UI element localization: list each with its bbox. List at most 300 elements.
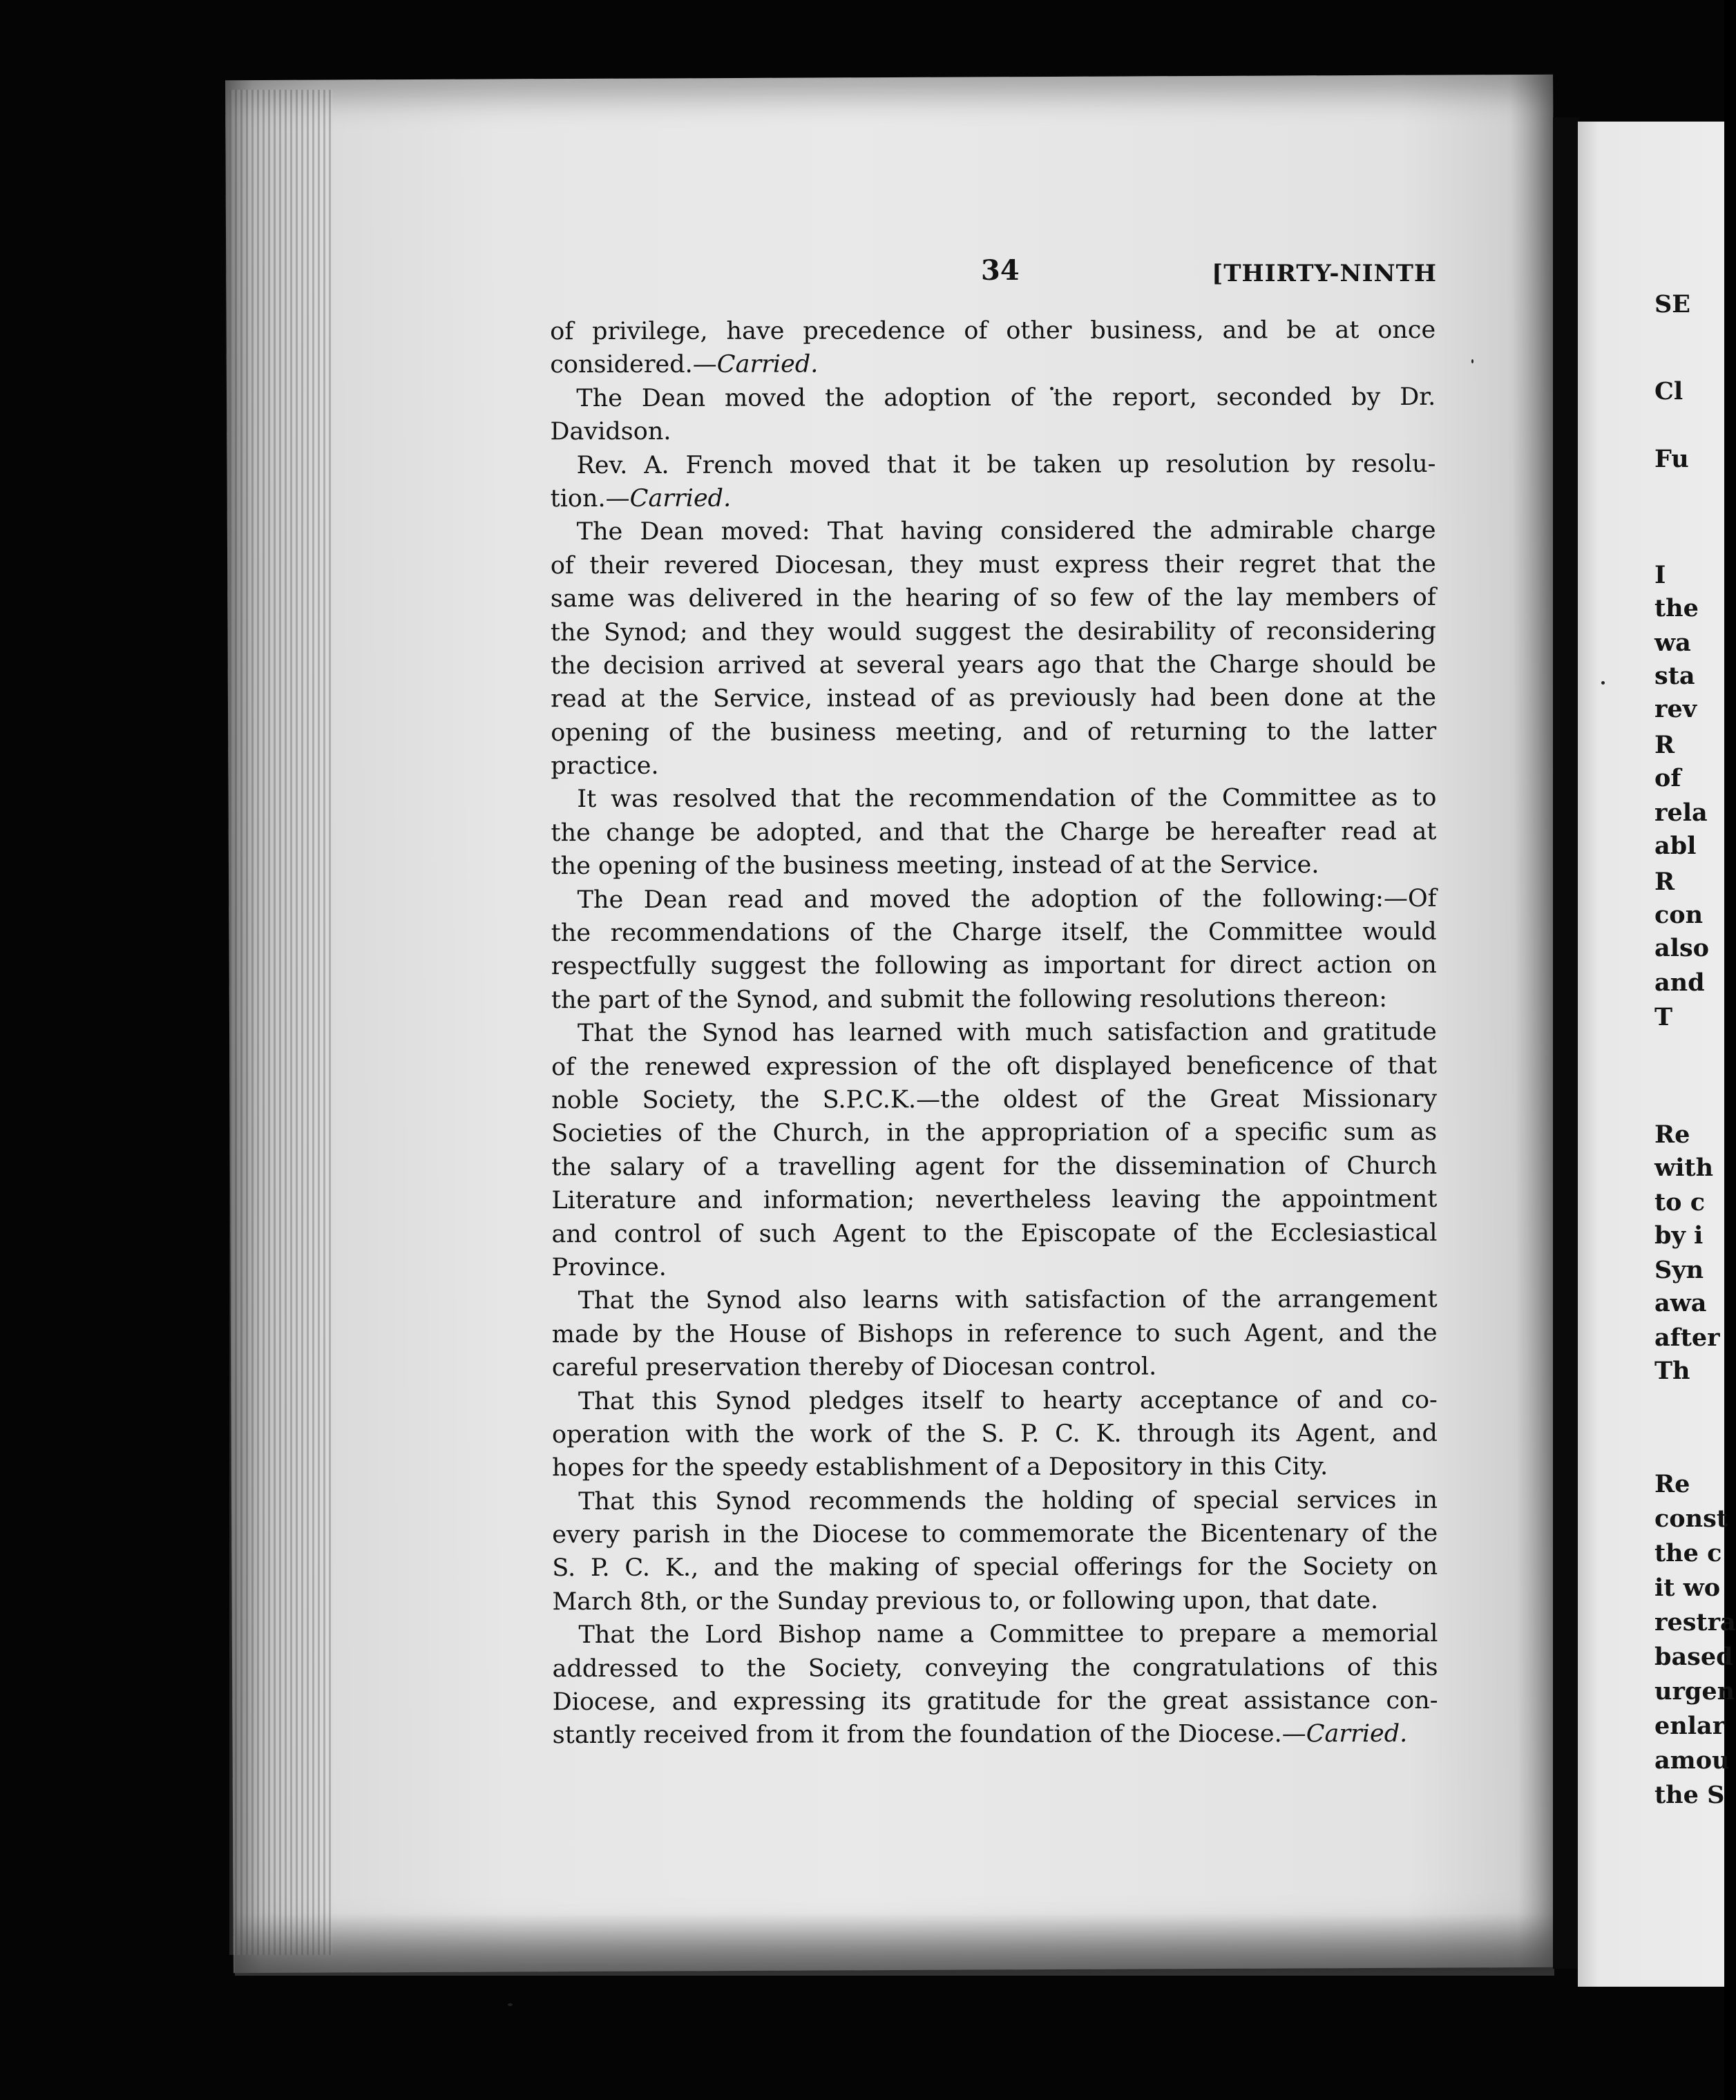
word: the	[1398, 1519, 1438, 1548]
word: instead	[826, 685, 917, 713]
text-line	[552, 1283, 1438, 1318]
word: recommends	[808, 1487, 967, 1516]
text-run: considered.—	[550, 351, 717, 379]
word: the	[1149, 918, 1189, 946]
right-page-fragment: const	[1654, 1505, 1728, 1533]
word: a	[745, 1153, 760, 1181]
word: report,	[1112, 383, 1197, 412]
word: its	[1250, 1420, 1281, 1448]
right-page-fragment: Syn	[1654, 1256, 1704, 1284]
word: and	[701, 618, 747, 647]
word: hereafter	[1210, 818, 1326, 846]
word: express	[1054, 551, 1150, 579]
word: of	[678, 1120, 702, 1148]
word: was	[627, 584, 676, 613]
right-page-fragment: urgen	[1654, 1677, 1735, 1706]
word: name	[877, 1621, 944, 1649]
word: reconsidering	[1266, 617, 1436, 645]
word: The	[576, 518, 623, 546]
right-page-fragment: based	[1654, 1643, 1733, 1671]
word: at	[1335, 316, 1360, 345]
word: parish	[632, 1520, 710, 1549]
word: and	[671, 1688, 718, 1716]
word: the	[926, 1420, 966, 1449]
word: the	[754, 1420, 794, 1449]
word: House	[728, 1320, 807, 1348]
word: It	[577, 785, 597, 814]
word: Synod	[715, 1387, 792, 1415]
word: a	[1291, 1620, 1306, 1648]
word: done	[1284, 684, 1344, 712]
word: would	[827, 618, 902, 646]
text-line	[551, 548, 1436, 583]
carried-italic: Carried.	[1306, 1720, 1408, 1748]
word: it	[953, 450, 971, 479]
word: the	[1053, 383, 1094, 412]
word: moved	[869, 885, 951, 913]
right-page-fragment: abl	[1654, 832, 1697, 860]
right-page-fragment: wa	[1654, 629, 1691, 657]
word: work	[810, 1420, 872, 1449]
word: same	[550, 585, 615, 613]
word: the	[1221, 1185, 1261, 1214]
word: that	[939, 818, 989, 846]
word: moved	[789, 450, 870, 479]
word: of	[703, 1153, 727, 1181]
word: that	[790, 785, 841, 813]
word: adoption	[884, 383, 991, 412]
word: would	[1362, 917, 1437, 946]
word: That	[578, 1487, 635, 1516]
word: the	[551, 1153, 591, 1181]
dust-speck	[508, 2003, 513, 2006]
page-body	[550, 314, 1438, 1753]
word: as	[1371, 784, 1398, 812]
word: recommendations	[610, 919, 830, 948]
word: the	[852, 584, 893, 613]
word: important	[1043, 951, 1166, 980]
word: and	[1022, 718, 1069, 746]
right-page-fragment: to c	[1654, 1188, 1706, 1216]
word: of	[1010, 383, 1034, 412]
right-page-text-fragments	[1654, 0, 1736, 2100]
text-line	[551, 715, 1436, 750]
word: Diocese	[812, 1520, 908, 1549]
word: at	[1358, 684, 1383, 712]
word: for	[1002, 1152, 1038, 1181]
text-line	[551, 915, 1437, 951]
word: Diocese,	[552, 1688, 657, 1717]
word: learns	[863, 1286, 939, 1315]
word: P.	[590, 1554, 610, 1583]
word: the	[551, 651, 591, 680]
text-line	[550, 314, 1435, 349]
word: once	[1377, 316, 1436, 345]
text-line: Davidson.	[550, 417, 671, 446]
word: Committee	[1208, 918, 1344, 946]
word: Agent,	[1296, 1419, 1377, 1448]
word: assistance	[1243, 1687, 1371, 1715]
word: of	[1147, 584, 1171, 612]
word: that	[1387, 1051, 1438, 1080]
word: so	[1049, 584, 1077, 612]
word: the	[951, 1052, 992, 1080]
word: the	[717, 1119, 757, 1148]
word: appointment	[1281, 1185, 1438, 1214]
word: read	[727, 886, 784, 914]
word: of	[1152, 1487, 1176, 1515]
book-gutter	[1553, 117, 1579, 1969]
word: the	[759, 1520, 799, 1549]
text-line: hopes for the speedy establishment of a Depository in this City.	[552, 1453, 1328, 1482]
word: the	[1156, 651, 1196, 679]
word: lay	[1236, 584, 1272, 612]
word: their	[1164, 551, 1224, 579]
text-line	[552, 1484, 1438, 1519]
word: the	[659, 685, 699, 714]
text-line	[552, 1383, 1438, 1418]
word: Synod	[702, 1019, 778, 1047]
right-page-fragment: Re	[1654, 1470, 1690, 1498]
right-page-fragment: the	[1654, 594, 1699, 622]
text-line	[551, 882, 1437, 917]
word: of	[550, 318, 574, 346]
word: pledges	[808, 1386, 904, 1415]
word: oft	[1006, 1052, 1040, 1080]
right-page-fragment: T	[1654, 1003, 1673, 1031]
word: S.P.C.K.—the	[822, 1086, 980, 1114]
word: hearty	[1042, 1386, 1123, 1415]
word: should	[1312, 650, 1394, 679]
word: by	[1306, 450, 1335, 478]
word: That	[827, 517, 884, 546]
word: to	[1000, 1386, 1025, 1415]
word: Diocesan,	[774, 551, 895, 580]
word: in	[966, 1319, 991, 1348]
word: decision	[603, 651, 705, 680]
text-run: tion.—	[550, 484, 630, 513]
word: Dr.	[1400, 383, 1436, 411]
word: of	[1013, 584, 1037, 613]
word: its	[881, 1688, 912, 1716]
word: Synod;	[604, 618, 688, 647]
word: the	[589, 1053, 630, 1081]
word: to	[921, 1520, 946, 1549]
word: Agent,	[1244, 1319, 1325, 1348]
page-header	[553, 254, 1437, 296]
word: French	[685, 451, 773, 479]
word: on	[1407, 1553, 1438, 1581]
word: C.	[1055, 1420, 1080, 1448]
word: be	[1165, 818, 1196, 846]
text-line	[551, 681, 1436, 716]
word: taken	[1033, 450, 1102, 479]
word: special	[1193, 1486, 1279, 1515]
word: Church	[1346, 1152, 1438, 1180]
carried-italic: Carried.	[629, 484, 732, 513]
word: the	[1147, 1520, 1187, 1548]
word: travelling	[778, 1153, 897, 1181]
text-line	[551, 1049, 1437, 1084]
word: and	[713, 1554, 759, 1583]
word: have	[726, 317, 785, 345]
word: other	[1006, 316, 1072, 345]
word: adoption	[1031, 885, 1138, 913]
word: resolution	[1165, 450, 1290, 479]
word: of	[930, 685, 955, 713]
word: be	[710, 819, 741, 847]
text-line: careful preservation thereby of Diocesan control.	[551, 1353, 1157, 1382]
word: nevertheless	[935, 1185, 1091, 1214]
right-page-fragment: and	[1654, 968, 1705, 997]
word: Agent	[833, 1219, 906, 1248]
word: privilege,	[592, 317, 708, 346]
word: displayed	[1054, 1052, 1172, 1080]
word: congratulations	[1132, 1653, 1326, 1682]
word: they	[910, 551, 964, 579]
right-page-fragment: rev	[1654, 695, 1697, 723]
word: with	[955, 1286, 1009, 1315]
word: of	[550, 551, 574, 580]
word: arrived	[717, 651, 807, 680]
word: Bishop	[778, 1621, 862, 1649]
word: following	[875, 952, 988, 980]
word: in	[723, 1520, 747, 1549]
word: seconded	[1216, 383, 1333, 412]
word: The	[577, 886, 624, 914]
word: returning	[1129, 718, 1248, 746]
word: the	[774, 1554, 814, 1583]
word: K.,	[665, 1554, 699, 1583]
word: as	[1002, 952, 1029, 980]
right-page-fragment: by i	[1654, 1221, 1704, 1250]
text-line	[551, 581, 1436, 616]
word: of	[1087, 718, 1112, 746]
word: and	[551, 1220, 598, 1248]
text-line	[551, 1149, 1437, 1185]
word: was	[611, 785, 658, 814]
word: gratitude	[926, 1687, 1041, 1716]
word: to	[1412, 784, 1437, 812]
word: action	[1316, 951, 1393, 980]
word: hearing	[905, 584, 1000, 613]
word: made	[551, 1320, 619, 1348]
dust-speck	[1471, 359, 1473, 363]
word: dissemination	[1115, 1152, 1286, 1181]
word: with	[685, 1420, 740, 1449]
dust-speck	[1050, 387, 1053, 390]
right-page-fragment: the c	[1654, 1539, 1722, 1567]
right-page-fragment: restra	[1654, 1608, 1736, 1636]
word: direct	[1229, 951, 1302, 980]
right-page-fragment: SE	[1654, 290, 1690, 318]
word: such	[1174, 1319, 1232, 1348]
word: the	[1147, 1085, 1187, 1114]
word: the	[964, 1219, 1004, 1248]
word: Society,	[642, 1086, 737, 1114]
word: Charge	[1209, 651, 1299, 679]
word: a	[1204, 1118, 1219, 1147]
word: Ecclesiastical	[1270, 1219, 1438, 1247]
word: That	[578, 1621, 635, 1650]
text-line	[551, 1216, 1437, 1251]
word: Committee	[1221, 784, 1357, 812]
word: renewed	[645, 1053, 752, 1081]
word: Bicentenary	[1200, 1520, 1348, 1548]
word: precedence	[803, 317, 946, 345]
word: the	[759, 1086, 800, 1114]
text-line	[551, 1183, 1437, 1218]
word: holding	[1042, 1487, 1134, 1515]
word: satisfaction	[1024, 1286, 1166, 1315]
right-page-fragment: Fu	[1654, 445, 1689, 473]
right-page-fragment: Re	[1654, 1120, 1690, 1149]
word: much	[1024, 1018, 1093, 1047]
text-line	[553, 1684, 1438, 1719]
word: the	[820, 952, 861, 980]
word: of	[1182, 1286, 1206, 1314]
right-page-fragment: after	[1654, 1324, 1720, 1352]
word: the	[1202, 885, 1243, 913]
word: for	[1056, 1687, 1092, 1715]
word: agent	[915, 1152, 984, 1181]
word: the	[551, 819, 591, 847]
word: this	[651, 1487, 698, 1516]
text-line	[551, 948, 1437, 984]
word: to	[700, 1654, 725, 1683]
text-run: stantly received from it from the foundation of the Diocese.—	[552, 1720, 1306, 1750]
word: memorial	[1322, 1620, 1438, 1648]
word: services	[1296, 1486, 1397, 1514]
word: had	[1150, 684, 1196, 712]
word: such	[759, 1219, 817, 1248]
word: that	[1331, 550, 1381, 578]
word: that	[1094, 651, 1144, 679]
word: Great	[1210, 1085, 1279, 1114]
word: desirability	[1077, 617, 1216, 646]
word: resolved	[672, 785, 777, 814]
word: of	[964, 317, 988, 345]
text-line	[551, 614, 1436, 649]
word: and	[878, 819, 924, 847]
word: the	[925, 1119, 966, 1147]
word: and	[1392, 1419, 1438, 1447]
text-line	[550, 381, 1435, 416]
right-page-fragment: I	[1654, 561, 1666, 589]
word: expression	[765, 1052, 898, 1081]
word: as	[968, 685, 995, 713]
word: of	[668, 718, 693, 747]
word: also	[797, 1286, 847, 1315]
page-edge-shading	[229, 90, 333, 1955]
word: the	[1221, 1286, 1261, 1314]
word: of	[820, 1320, 844, 1348]
word: read	[1341, 817, 1397, 846]
word: the	[1398, 1319, 1438, 1347]
word: business,	[1090, 316, 1204, 345]
right-page-fragment: the S	[1654, 1781, 1725, 1809]
word: revered	[664, 551, 759, 580]
word: suggest	[710, 952, 806, 981]
word: Committee	[989, 1620, 1125, 1649]
word: K.	[1096, 1420, 1122, 1448]
word: of	[1229, 617, 1253, 645]
word: the	[1248, 1553, 1288, 1581]
text-line	[551, 648, 1436, 683]
word: reference	[1004, 1319, 1123, 1348]
word: the	[711, 718, 752, 747]
word: the	[825, 384, 865, 412]
word: of	[913, 1052, 937, 1080]
word: S.	[552, 1554, 576, 1583]
word: recommendation	[908, 785, 1116, 813]
text-line	[552, 1617, 1438, 1652]
text-line	[550, 347, 1435, 382]
word: every	[552, 1521, 620, 1549]
word: in	[816, 584, 840, 613]
word: Society,	[808, 1654, 903, 1683]
word: be	[986, 450, 1017, 479]
carried-italic: Carried.	[716, 350, 819, 379]
word: by	[632, 1320, 662, 1348]
word: the	[675, 1320, 716, 1348]
word: learned	[849, 1019, 943, 1047]
word: conveying	[924, 1654, 1049, 1682]
word: and	[1337, 1386, 1384, 1414]
word: they	[761, 618, 814, 647]
word: Service,	[713, 685, 812, 714]
word: meeting,	[895, 718, 1004, 746]
word: of	[551, 1053, 575, 1081]
word: co-	[1401, 1386, 1438, 1414]
word: to	[922, 1219, 947, 1248]
word: the	[1056, 1152, 1097, 1181]
word: of	[718, 1220, 743, 1248]
right-page-fragment: enlar	[1654, 1712, 1726, 1740]
word: of	[1304, 1152, 1328, 1180]
right-page-fragment: con	[1654, 901, 1704, 929]
word: for	[1180, 951, 1215, 980]
right-page-fragment: with	[1654, 1154, 1714, 1182]
word: Missionary	[1301, 1085, 1438, 1114]
word: be	[1406, 650, 1437, 678]
text-line	[551, 481, 1436, 516]
word: few	[1089, 584, 1134, 612]
word: control	[613, 1220, 702, 1248]
word: salary	[609, 1153, 685, 1181]
word: the	[551, 919, 591, 948]
word: of	[1158, 885, 1183, 913]
word: That	[577, 1020, 633, 1048]
word: members	[1285, 584, 1400, 612]
right-page-fragment: also	[1654, 934, 1710, 962]
word: their	[589, 551, 649, 580]
word: the	[649, 1287, 690, 1315]
text-line: Province.	[551, 1253, 667, 1282]
word: Church,	[772, 1119, 871, 1147]
text-line	[552, 1317, 1438, 1352]
word: Charge	[952, 918, 1042, 947]
word: years	[957, 651, 1024, 679]
word: Bishops	[857, 1319, 954, 1348]
text-line: practice.	[551, 752, 659, 781]
word: Episcopate	[1020, 1219, 1156, 1248]
word: suggest	[915, 618, 1011, 646]
word: C.	[624, 1554, 651, 1583]
word: up	[1118, 450, 1150, 479]
word: to	[1139, 1620, 1164, 1648]
word: P.	[1020, 1420, 1040, 1448]
